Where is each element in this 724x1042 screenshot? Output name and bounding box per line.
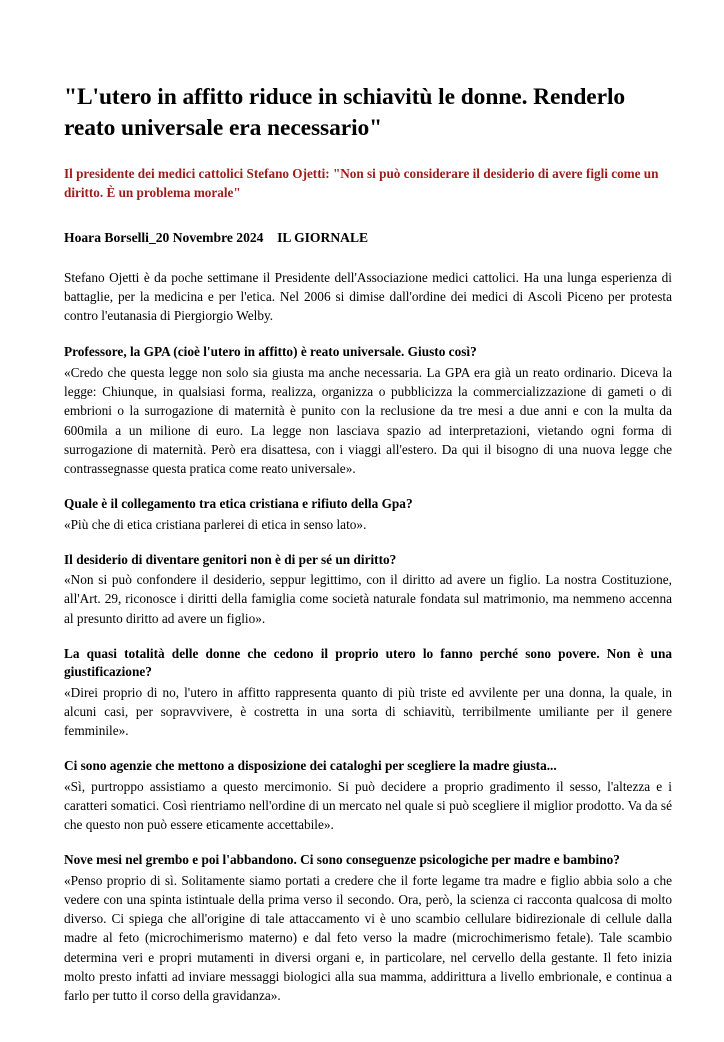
qa-item bbox=[64, 851, 672, 1005]
answer-paragraph: «Più che di etica cristiana parlerei di etica in senso lato». bbox=[64, 516, 367, 532]
qa-item bbox=[64, 495, 672, 534]
question-heading: Professore, la GPA (cioè l'utero in affitto) è reato universale. Giusto così? bbox=[64, 344, 477, 360]
question-heading: Nove mesi nel grembo e poi l'abbandono. Ci sono conseguenze psicologiche per madre e bambino? bbox=[64, 852, 620, 868]
article-subtitle: Il presidente dei medici cattolici Stefano Ojetti: "Non si può considerare il desiderio di avere figli come un diritto. È un problema morale" bbox=[64, 166, 659, 200]
intro-paragraph: Stefano Ojetti è da poche settimane il Presidente dell'Associazione medici cattolici. Ha una lunga esperienza di battaglie, per la medicina e per l'etica. Nel 2006 si dimise dall'ordine dei medici di Ascoli Piceno per protesta contro l'eutanasia di Piergiorgio Welby. bbox=[64, 270, 672, 324]
answer-paragraph: «Penso proprio di sì. Solitamente siamo portati a credere che il forte legame tra madre e figlio abbia solo a che vedere con una spinta istintuale della prima verso il secondo. Ora, però, la scienza ci racconta qualcosa di molto diverso. Ci spiega che all'origine di tale attaccamento vi è uno scambio cellulare bidirezionale di cellule dalla madre al feto (microchimerismo materno) e dal feto verso la madre (microchimerismo fetale). Tale scambio determina veri e propri mutamenti in diversi organi e, in particolare, nel cervello della gestante. Il feto inizia molto presto infatti ad inviare messaggi biologici alla sua mamma, addirittura a livello embrionale, e continua a farlo per tutto il corso della gravidanza». bbox=[64, 873, 672, 1003]
page-title: "L'utero in affitto riduce in schiavitù le donne. Renderlo reato universale era necessario" bbox=[64, 84, 626, 141]
byline: Hoara Borselli_20 Novembre 2024 IL GIORNALE bbox=[64, 230, 369, 246]
question-heading: Quale è il collegamento tra etica cristiana e rifiuto della Gpa? bbox=[64, 495, 413, 511]
question-heading: Il desiderio di diventare genitori non è di per sé un diritto? bbox=[64, 551, 397, 567]
answer-paragraph: «Sì, purtroppo assistiamo a questo mercimonio. Si può decidere a proprio gradimento il sesso, l'altezza e i caratteri somatici. Così rientriamo nell'ordine di un mercato nel quale si può scegliere il miglior prodotto. Va da sé che questo non può essere eticamente accettabile». bbox=[64, 778, 672, 833]
qa-item bbox=[64, 551, 672, 628]
answer-paragraph: «Non si può confondere il desiderio, seppur legittimo, con il diritto ad avere un figlio. La nostra Costituzione, all'Art. 29, riconosce i diritti della famiglia come società naturale fondata sul matrimonio, ma nemmeno accenna al presunto diritto ad avere un figlio». bbox=[64, 572, 672, 626]
answer-paragraph: «Credo che questa legge non solo sia giusta ma anche necessaria. La GPA era già un reato ordinario. Diceva la legge: Chiunque, in qualsiasi forma, realizza, organizza o pubblicizza la commercializzazione di gameti o di embrioni o la surrogazione di maternità è punito con la reclusione da tre mesi a due anni e con la multa da 600mila a un milione di euro. La legge non lasciava spazio ad interpretazioni, vietando ogni forma di surrogazione di maternità. Però era disattesa, con i viaggi all'estero. Da qui il bisogno di una nuova legge che contrassegnasse questa pratica come reato universale». bbox=[64, 365, 672, 476]
question-heading: Ci sono agenzie che mettono a disposizione dei cataloghi per scegliere la madre giusta... bbox=[64, 758, 557, 774]
qa-item bbox=[64, 645, 672, 741]
qa-item bbox=[64, 757, 672, 834]
qa-item bbox=[64, 343, 672, 477]
question-heading: La quasi totalità delle donne che cedono il proprio utero lo fanno perché sono povere. Non è una giustificazione? bbox=[64, 645, 672, 680]
answer-paragraph: «Direi proprio di no, l'utero in affitto rappresenta quanto di più triste ed avvilente per una donna, la quale, in alcuni casi, per sopravvivere, è costretta in una sorta di schiavitù, terribilmente umiliante per il genere femminile». bbox=[64, 684, 672, 739]
